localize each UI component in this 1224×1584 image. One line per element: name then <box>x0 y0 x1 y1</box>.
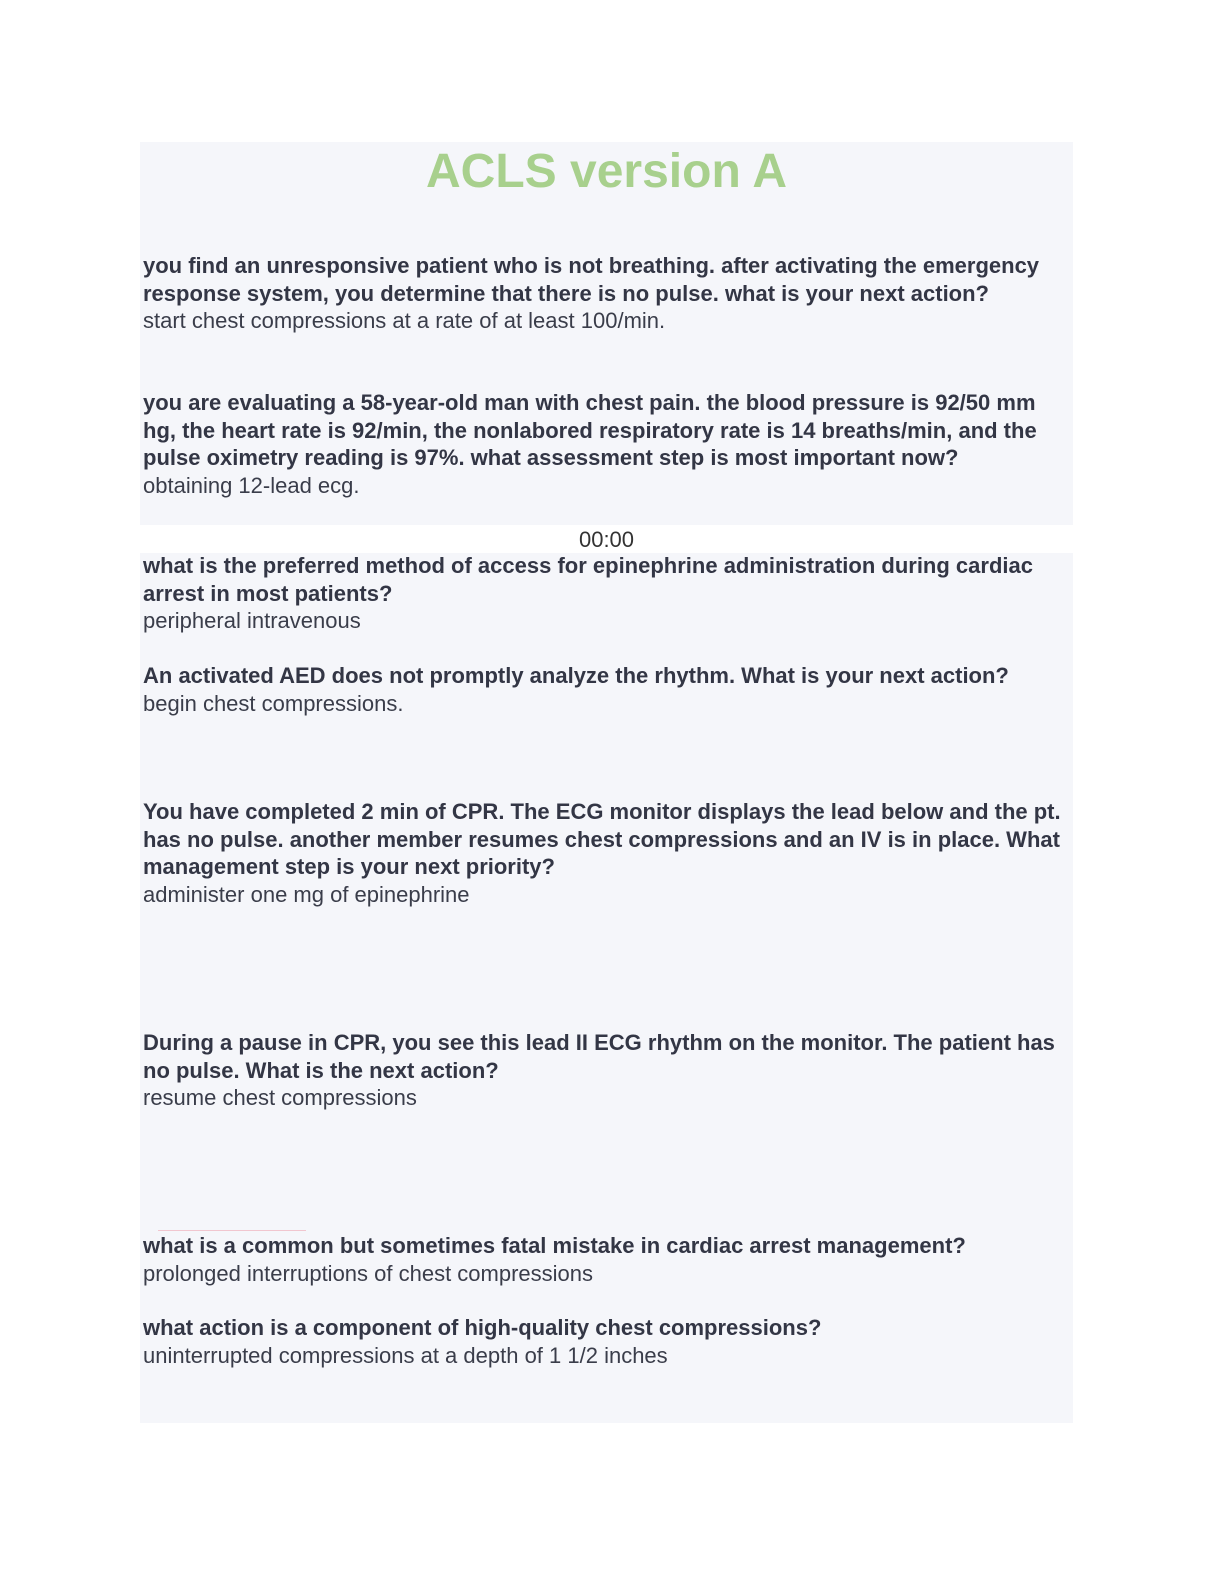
timer-display: 00:00 <box>578 527 635 552</box>
question-text: An activated AED does not promptly analyze the rhythm. What is your next action? <box>143 663 1009 688</box>
question-text: During a pause in CPR, you see this lead II ECG rhythm on the monitor. The patient has no pulse. What is the next action? <box>143 1030 1055 1083</box>
answer-text: obtaining 12-lead ecg. <box>143 472 360 498</box>
question-text: you find an unresponsive patient who is not breathing. after activating the emergency response system, you determine that there is no pulse. what is your next action? <box>143 253 1040 306</box>
qa-item <box>143 662 1068 717</box>
page-title: ACLS version A <box>426 145 787 198</box>
qa-item <box>143 1029 1068 1112</box>
qa-item <box>143 552 1068 635</box>
qa-item <box>143 1232 1068 1287</box>
qa-item <box>143 798 1068 908</box>
question-text: what is a common but sometimes fatal mistake in cardiac arrest management? <box>143 1233 966 1258</box>
answer-text: administer one mg of epinephrine <box>143 881 470 907</box>
qa-item <box>143 389 1068 499</box>
question-text: You have completed 2 min of CPR. The ECG monitor displays the lead below and the pt. has no pulse. another member resumes chest compressions and an IV is in place. What management step is your next priority? <box>143 799 1061 879</box>
qa-item <box>143 1314 1068 1369</box>
answer-text: uninterrupted compressions at a depth of 1 1/2 inches <box>143 1342 668 1368</box>
answer-text: prolonged interruptions of chest compressions <box>143 1260 594 1286</box>
qa-item <box>143 252 1068 335</box>
question-text: you are evaluating a 58-year-old man with chest pain. the blood pressure is 92/50 mm hg, the heart rate is 92/min, the nonlabored respiratory rate is 14 breaths/min, and the pulse oximetry reading is 97%. what assessment step is most important now? <box>143 390 1037 470</box>
answer-text: start chest compressions at a rate of at least 100/min. <box>143 308 666 333</box>
answer-text: begin chest compressions. <box>143 690 404 716</box>
divider <box>158 1230 306 1231</box>
answer-text: peripheral intravenous <box>143 608 361 633</box>
answer-text: resume chest compressions <box>143 1085 417 1110</box>
question-text: what action is a component of high-quality chest compressions? <box>143 1315 822 1340</box>
question-text: what is the preferred method of access for epinephrine administration during cardiac arrest in most patients? <box>143 553 1033 606</box>
